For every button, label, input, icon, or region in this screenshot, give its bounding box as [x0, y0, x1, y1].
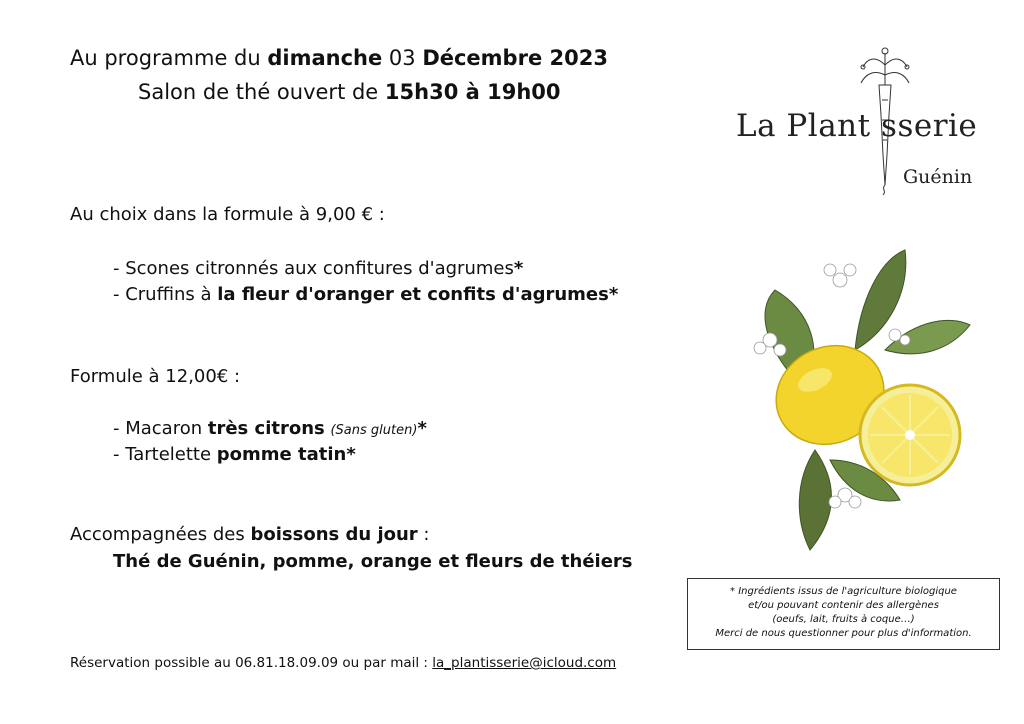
reservation-footer: Réservation possible au 06.81.18.09.09 ou par mail : la_plantisserie@icloud.com [70, 655, 617, 671]
logo-location: Guénin [903, 166, 973, 188]
formula1-item-cruffins: - Cruffins à la fleur d'oranger et confits d'agrumes* [113, 284, 619, 305]
lemon-slice-icon [860, 385, 960, 485]
header-line-2: Salon de thé ouvert de 15h30 à 19h00 [138, 80, 561, 104]
formula2-title: Formule à 12,00€ : [70, 366, 241, 387]
lemon-illustration [735, 240, 975, 560]
drinks-title: Accompagnées des boissons du jour : [70, 524, 430, 545]
logo-title: La Plantisserie [736, 108, 978, 144]
formula2-item-tartelette: - Tartelette pomme tatin* [113, 444, 356, 465]
formula1-item-scones: - Scones citronnés aux confitures d'agrumes* [113, 258, 524, 279]
header-line-1: Au programme du dimanche 03 Décembre 2023 [70, 46, 608, 70]
allergen-note: * Ingrédients issus de l'agriculture biologique et/ou pouvant contenir des allergènes (oeufs, lait, fruits à coque…) Merci de nous questionner pour plus d'information. [687, 578, 1000, 650]
drinks-detail: Thé de Guénin, pomme, orange et fleurs de théiers [113, 551, 633, 572]
formula2-item-macaron: - Macaron très citrons (Sans gluten)* [113, 418, 427, 439]
formula1-title: Au choix dans la formule à 9,00 € : [70, 204, 385, 225]
email-link[interactable]: la_plantisserie@icloud.com [432, 655, 617, 671]
